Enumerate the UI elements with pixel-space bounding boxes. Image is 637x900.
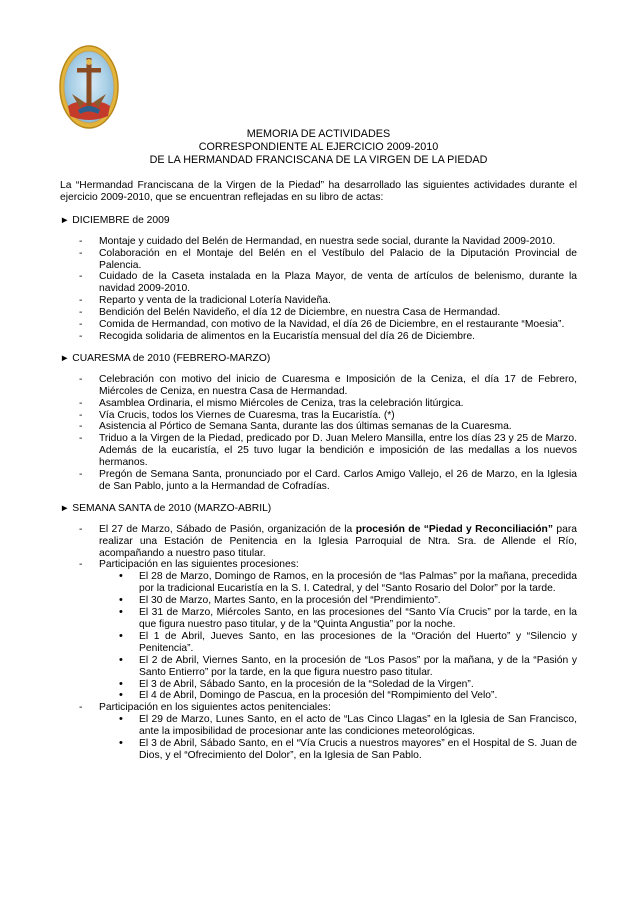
actos-list	[99, 714, 577, 762]
list-item: - Bendición del Belén Navideño, el día 12 de Diciembre, en nuestra Casa de Hermandad.	[60, 307, 577, 319]
actos-label: Participación en los siguientes actos penitenciales:	[99, 702, 331, 714]
bullet-item: • El 28 de Marzo, Domingo de Ramos, en la procesión de “las Palmas” por la mañana, precedida por la tradicional Eucaristía en la S. I. Catedral, y del “Santo Rosario del Dolor” por la tarde.	[99, 571, 577, 595]
section-semana-santa	[60, 503, 577, 762]
document-title	[60, 128, 577, 167]
section-heading	[60, 215, 577, 227]
bullet-item: • El 31 de Marzo, Miércoles Santo, en las procesiones del “Santo Vía Crucis” por la tarde, en la que figura nuestro paso titular, y de la “Quinta Angustia” por la noche.	[99, 607, 577, 631]
list-item	[60, 702, 577, 762]
item-text: para realizar una Estación de Penitencia en la Iglesia Parroquial de Ntra. Sra. de Allende el Río, acompañando a nuestro paso titular.	[99, 523, 578, 559]
title-line-2: CORRESPONDIENTE AL EJERCICIO 2009-2010	[198, 141, 439, 153]
list-item: - Vía Crucis, todos los Viernes de Cuaresma, tras la Eucaristía. (*)	[60, 410, 577, 422]
list-item: - Pregón de Semana Santa, pronunciado por el Card. Carlos Amigo Vallejo, el 26 de Marzo, en la Iglesia de San Pablo, junto a la Hermandad de Cofradías.	[60, 469, 577, 493]
list-item: - Montaje y cuidado del Belén de Hermandad, en nuestra sede social, durante la Navidad 2009-2010.	[60, 236, 577, 248]
activity-list	[60, 374, 577, 493]
section-heading	[60, 353, 577, 365]
list-item	[60, 559, 577, 702]
procesiones-list	[99, 571, 577, 702]
list-item: - Asistencia al Pórtico de Semana Santa, durante las dos últimas semanas de la Cuaresma.	[60, 421, 577, 433]
section-heading-text: CUARESMA de 2010 (FEBRERO-MARZO)	[72, 352, 271, 364]
activity-list	[60, 524, 577, 762]
list-item: - Cuidado de la Caseta instalada en la Plaza Mayor, de venta de artículos de belenismo, durante la navidad 2009-2010.	[60, 271, 577, 295]
list-item	[60, 524, 577, 560]
list-item: - Recogida solidaria de alimentos en la Eucaristía mensual del día 26 de Diciembre.	[60, 331, 577, 343]
bullet-item: • El 3 de Abril, Sábado Santo, en la procesión de la “Soledad de la Virgen”.	[99, 679, 577, 691]
bullet-item: • El 3 de Abril, Sábado Santo, en el “Vía Crucis a nuestros mayores” en el Hospital de S. Juan de Dios, y el “Ofrecimiento del Dolor”, en la Iglesia de San Pablo.	[99, 738, 577, 762]
list-item: - Reparto y venta de la tradicional Lotería Navideña.	[60, 295, 577, 307]
brotherhood-emblem-logo	[58, 44, 120, 130]
intro-paragraph: La “Hermandad Franciscana de la Virgen de la Piedad” ha desarrollado las siguientes actividades durante el ejercicio 2009-2010, que se encuentran reflejadas en su libro de actas:	[60, 180, 577, 203]
item-bold-text: procesión de “Piedad y Reconciliación”	[355, 523, 553, 535]
item-text: El 27 de Marzo, Sábado de Pasión, organización de la	[99, 523, 356, 535]
list-item: - Triduo a la Virgen de la Piedad, predicado por D. Juan Melero Mansilla, entre los días 23 y 25 de Marzo. Además de la eucaristía, el 25 tuvo lugar la bendición e imposición de las medallas a los nuevos hermanos.	[60, 433, 577, 469]
bullet-item: • El 30 de Marzo, Martes Santo, en la procesión del “Prendimiento”.	[99, 595, 577, 607]
bullet-item: • El 1 de Abril, Jueves Santo, en las procesiones de la “Oración del Huerto” y “Silencio y Penitencia”.	[99, 631, 577, 655]
section-heading-text: DICIEMBRE de 2009	[72, 214, 170, 226]
section-heading-text: SEMANA SANTA de 2010 (MARZO-ABRIL)	[72, 502, 272, 514]
bullet-item: • El 2 de Abril, Viernes Santo, en la procesión de “Los Pasos” por la mañana, y de la “Pasión y Santo Entierro” por la tarde, en la que figura nuestro paso titular.	[99, 655, 577, 679]
title-line-3: DE LA HERMANDAD FRANCISCANA DE LA VIRGEN DE LA PIEDAD	[149, 154, 488, 166]
section-cuaresma	[60, 353, 577, 493]
document-body	[60, 180, 577, 772]
arrow-bullet-icon: ►	[60, 352, 70, 364]
bullet-item: • El 29 de Marzo, Lunes Santo, en el acto de “Las Cinco Llagas” en la Iglesia de San Francisco, ante la imposibilidad de procesionar ante las condiciones meteorológicas.	[99, 714, 577, 738]
list-item: - Comida de Hermandad, con motivo de la Navidad, el día 26 de Diciembre, en el restaurante “Moesia”.	[60, 319, 577, 331]
bullet-item: • El 4 de Abril, Domingo de Pascua, en la procesión del “Rompimiento del Velo”.	[99, 690, 577, 702]
arrow-bullet-icon: ►	[60, 214, 70, 226]
list-item: - Asamblea Ordinaria, el mismo Miércoles de Ceniza, tras la celebración litúrgica.	[60, 398, 577, 410]
list-item: - Celebración con motivo del inicio de Cuaresma e Imposición de la Ceniza, el día 17 de Febrero, Miércoles de Ceniza, en nuestra Casa de Hermandad.	[60, 374, 577, 398]
title-line-1: MEMORIA DE ACTIVIDADES	[246, 128, 391, 140]
section-diciembre	[60, 215, 577, 343]
activity-list	[60, 236, 577, 343]
list-item: - Colaboración en el Montaje del Belén en el Vestíbulo del Palacio de la Diputación Provincial de Palencia.	[60, 248, 577, 272]
procesiones-label: Participación en las siguientes procesiones:	[99, 559, 299, 571]
section-heading	[60, 503, 577, 515]
arrow-bullet-icon: ►	[60, 502, 70, 514]
